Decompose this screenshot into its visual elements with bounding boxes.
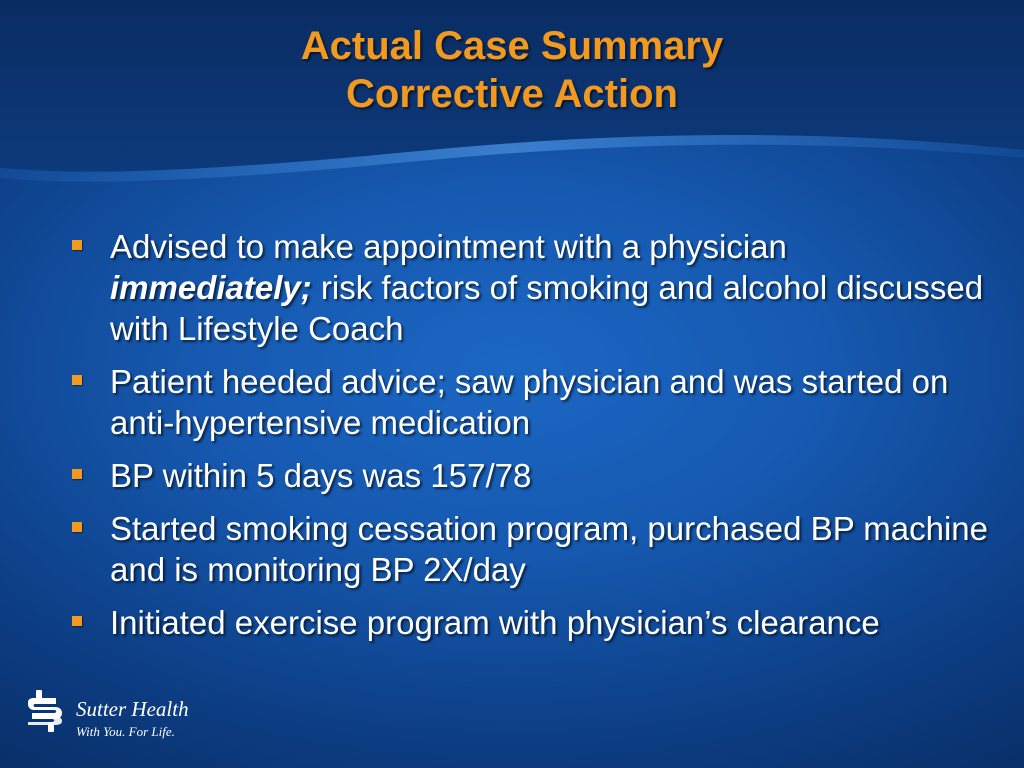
bullet-text-part: risk factors of smoking and alcohol discussed with Lifestyle Coach bbox=[110, 269, 984, 347]
bullet-item bbox=[70, 226, 990, 349]
bullet-square-icon bbox=[72, 469, 82, 479]
sutter-health-logo-icon bbox=[22, 688, 68, 734]
title-line-2: Corrective Action bbox=[346, 72, 678, 116]
bullet-text: Started smoking cessation program, purchased BP machine and is monitoring BP 2X/day bbox=[110, 510, 989, 588]
sutter-health-logo bbox=[22, 688, 222, 748]
logo-name: Sutter Health bbox=[76, 697, 189, 721]
bullet-item bbox=[70, 602, 990, 643]
bullet-text: Initiated exercise program with physician’s clearance bbox=[110, 604, 880, 641]
bullet-item bbox=[70, 508, 990, 590]
bullet-text: Patient heeded advice; saw physician and was started on anti-hypertensive medication bbox=[110, 363, 949, 441]
bullet-text: BP within 5 days was 157/78 bbox=[110, 457, 532, 494]
bullet-square-icon bbox=[72, 522, 82, 532]
bullet-item bbox=[70, 455, 990, 496]
logo-tagline: With You. For Life. bbox=[76, 724, 175, 739]
slide-title bbox=[0, 22, 1024, 118]
bullet-text-part: Advised to make appointment with a physician bbox=[110, 228, 787, 265]
bullet-emphasis: immediately; bbox=[110, 269, 312, 306]
bullet-square-icon bbox=[72, 240, 82, 250]
bullet-square-icon bbox=[72, 616, 82, 626]
bullet-item bbox=[70, 361, 990, 443]
bullet-list bbox=[70, 226, 990, 655]
bullet-square-icon bbox=[72, 375, 82, 385]
title-line-1: Actual Case Summary bbox=[300, 24, 724, 68]
